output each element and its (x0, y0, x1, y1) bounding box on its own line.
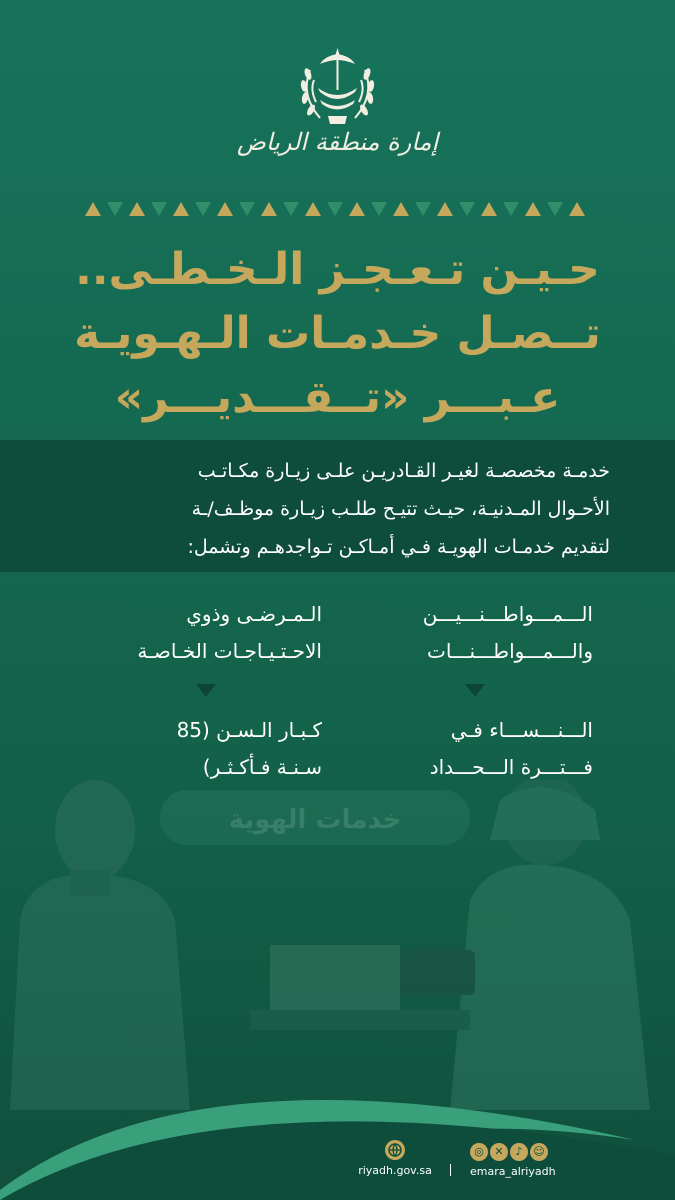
website-link[interactable] (355, 1140, 435, 1177)
category-line: كـبـار الـسـن (85 (176, 718, 322, 742)
description-line-1: خدمـة مخصصـة لغيـر القـادريـن علـى زيـارة مكـاتـب (197, 460, 610, 482)
globe-icon (385, 1140, 405, 1160)
x-twitter-icon[interactable]: ✕ (490, 1143, 508, 1161)
headline-line-3: عـبـــر «تــقـــديـــر» (114, 372, 561, 423)
photo-sign-text: خدمات الهوية (228, 805, 402, 835)
description-line-3: لتقديم خدمـات الهويـة فـي أمـاكـن تـواجدهـم وتشمل: (187, 536, 610, 558)
saudi-emblem-logo (290, 40, 385, 130)
category-line: والـــمـــواطـــنـــات (427, 639, 593, 663)
category-elderly (177, 712, 322, 786)
snapchat-icon[interactable]: ☺ (530, 1143, 548, 1161)
social-links[interactable] (470, 1140, 560, 1178)
category-line: الـــمـــواطـــنـــيـــن (422, 602, 593, 626)
description-line-2: الأحـوال المـدنيـة، حيـث تتيـح طلـب زيـارة موظـف/ـة (191, 498, 610, 520)
website-text: riyadh.gov.sa (358, 1164, 432, 1177)
headline-line-1: حـيـن تـعـجـز الـخـطـى.. (75, 244, 600, 295)
down-triangle-icon (196, 684, 216, 697)
category-line: الـــنـــســـاء فـي (450, 718, 593, 742)
category-patients-special-needs (137, 596, 322, 670)
decorative-triangle-row (85, 200, 590, 218)
tiktok-icon[interactable]: ♪ (510, 1143, 528, 1161)
category-line: الـمـرضـى وذوي (186, 602, 322, 626)
headline-line-2: تــصـل خـدمـات الـهـويـة (74, 308, 601, 359)
category-citizens (423, 596, 593, 670)
category-women-mourning (430, 712, 593, 786)
category-line: سـنـة فـأكـثـر) (202, 755, 322, 779)
category-line: فـــتـــرة الـــحـــداد (429, 755, 593, 779)
social-handle: emara_alriyadh (470, 1165, 556, 1178)
down-triangle-icon (465, 684, 485, 697)
category-line: الاحـتـيـاجـات الخـاصـة (137, 639, 322, 663)
emirate-logo-text: إمارة منطقة الرياض (236, 128, 439, 156)
decorative-swoosh (0, 1080, 675, 1200)
service-visit-photo (0, 780, 675, 1110)
footer-divider (450, 1164, 451, 1176)
service-description (70, 452, 610, 566)
instagram-icon[interactable]: ◎ (470, 1143, 488, 1161)
